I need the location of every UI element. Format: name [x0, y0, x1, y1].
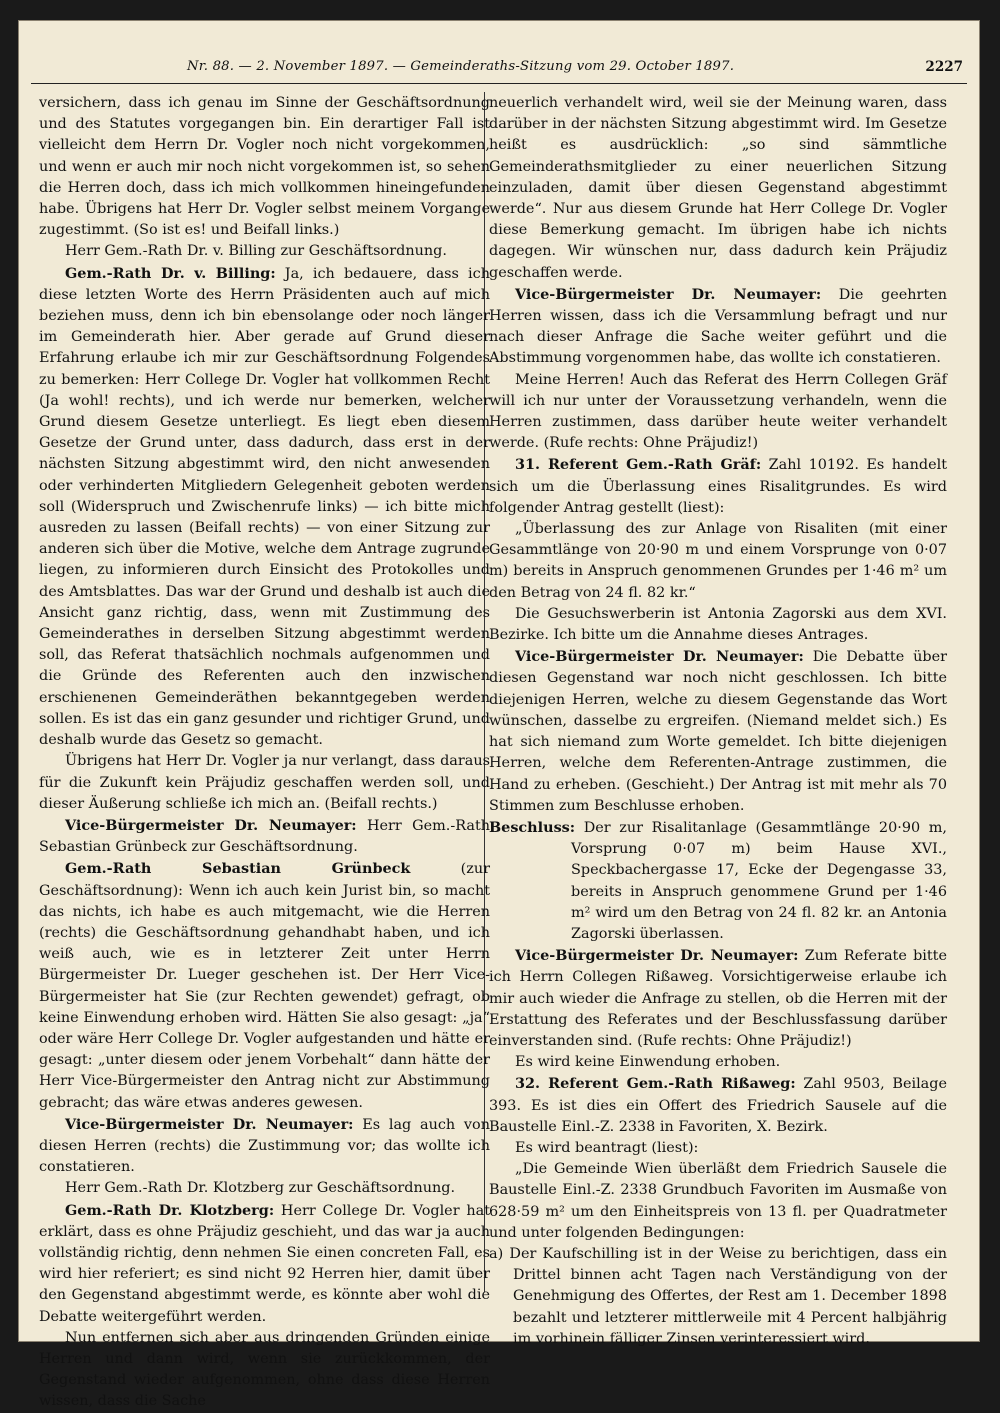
paragraph: Nun entfernen sich aber aus dringenden Gründen einige Herren und dann wird, wenn sie zurückkommen, der Gegenstand wieder aufgenommen, ohne dass diese Herren wissen, dass die Sache [39, 1329, 490, 1410]
speaker-name: 32. Referent Gem.-Rath Rißaweg: [515, 1075, 796, 1093]
speech-paragraph [39, 1200, 490, 1328]
quoted-motion: „Die Gemeinde Wien überläßt dem Friedrich Sausele die Baustelle Einl.-Z. 2338 Grundbuch Favoriten im Ausmaße von 628·59 m² um den Einheitspreis von 13 fl. per Quadratmeter und unter folgenden Bedingungen: [489, 1161, 947, 1241]
paragraph: Herr Gem.-Rath Dr. v. Billing zur Geschäftsordnung. [65, 243, 447, 260]
paragraph: neuerlich verhandelt wird, weil sie der Meinung waren, dass darüber in der nächsten Sitzung abgestimmt wird. Im Gesetze heißt es ausdrücklich: „so sind sämmtliche Gemeinderathsmitglieder zu einer neuerlichen Sitzung einzuladen, damit über diesen Gegenstand abgestimmt werde“. Nur aus diesem Grunde hat Herr College Dr. Vogler diese Bemerkung gemacht. Im übrigen habe ich nichts dagegen. Wir wünschen nur, dass dadurch kein Präjudiz geschaffen werde. [489, 95, 947, 281]
speech-text: Ja, ich bedauere, dass ich diese letzten Worte des Herrn Präsidenten auch auf mich beziehen muss, denn ich bin ebensolange oder noch länger im Gemeinderath hier. Aber gerade auf Grund dieser Erfahrung erlaube ich mir zur Geschäftsordnung Folgendes zu bemerken: Herr College Dr. Vogler hat vollkommen Recht (Ja wohl! rechts), und ich werde nur bemerken, welcher Grund diesem Gesetze unterliegt. Es liegt eben diesem Gesetze der Grund unter, dass dadurch, dass erst in der nächsten Sitzung abgestimmt wird, den nicht anwesenden oder verhinderten Mitgliedern Gelegenheit geboten werden soll (Widerspruch und Zwischenrufe links) — ich bitte mich ausreden zu lassen (Beifall rechts) — von einer Sitzung zur anderen sich über die Motive, welche dem Antrage zugrunde liegen, zu informieren durch Einsicht des Protokolles und des Amtsblattes. Das war der Grund und deshalb ist auch die Ansicht ganz richtig, dass, wenn mit Zustimmung des Gemeinderathes in derselben Sitzung abgestimmt werden soll, das Referat thatsächlich nochmals aufgenommen und die Gründe des Referenten auch den inzwischen erschienenen Gemeinderäthen bekanntgegeben werden sollen. Es ist das ein ganz gesunder und richtiger Grund, und deshalb wurde das Gesetz so gemacht. [39, 265, 490, 749]
speaker-name: Vice-Bürgermeister Dr. Neumayer: [515, 947, 799, 965]
left-column [39, 93, 491, 1410]
speaker-name: Vice-Bürgermeister Dr. Neumayer: [515, 285, 822, 303]
resolution-text: Der zur Risalitanlage (Gesammtlänge 20·90 m, Vorsprung 0·07 m) beim Hause XVI., Speckbachergasse 17, Ecke der Degengasse 33, bereits in Anspruch genommene Grund per 1·46 m² wird um den Betrag von 24 fl. 82 kr. an Antonia Zagorski überlassen. [571, 819, 947, 942]
agenda-item [489, 1073, 947, 1138]
page-header [19, 57, 979, 81]
speech-text: Die geehrten Herren wissen, dass ich die Versammlung befragt und nur nach dieser Anfrage die Sache weiter geführt und die Abstimmung vorgenommen habe, das wollte ich constatieren. [489, 286, 948, 367]
speech-text: Die Debatte über diesen Gegenstand war noch nicht geschlossen. Ich bitte diejenigen Herren, welche zu diesem Gegenstande das Wort wünschen, dasselbe zu ergreifen. (Niemand meldet sich.) Es hat sich niemand zum Worte gemeldet. Ich bitte diejenigen Herren, welche dem Referenten-Antrage zustimmen, die Hand zu erheben. (Geschieht.) Der Antrag ist mit mehr als 70 Stimmen zum Beschlusse erhoben. [489, 649, 947, 814]
paragraph: Herr Gem.-Rath Dr. Klotzberg zur Geschäftsordnung. [65, 1180, 456, 1197]
speech-text: Es lag auch von diesen Herren (rechts) die Zustimmung vor; das wollte ich constatieren. [39, 1116, 490, 1176]
speech-paragraph [489, 284, 947, 370]
speech-paragraph [39, 815, 490, 858]
paragraph: Meine Herren! Auch das Referat des Herrn Collegen Gräf will ich nur unter der Voraussetzung verhandeln, wenn die Herren zustimmen, dass darüber heute weiter verhandelt werde. (Rufe rechts: Ohne Präjudiz!) [489, 371, 947, 452]
agenda-item [489, 454, 947, 519]
speaker-name: Vice-Bürgermeister Dr. Neumayer: [65, 816, 357, 834]
page-number: 2227 [925, 59, 963, 75]
speech-text: Herr Gem.-Rath Sebastian Grünbeck zur Geschäftsordnung. [39, 817, 490, 856]
speech-text: Zahl 9503, Beilage 393. Es ist dies ein Offert des Friedrich Sausele auf die Baustelle Einl.-Z. 2338 in Favoriten, X. Bezirk. [489, 1076, 947, 1135]
speaker-name: 31. Referent Gem.-Rath Gräf: [515, 456, 762, 474]
paragraph: versichern, dass ich genau im Sinne der Geschäftsordnung und des Statutes vorgegangen bin. Ein derartiger Fall ist vielleicht dem Herrn Dr. Vogler noch nicht vorgekommen, und wenn er auch mir noch nicht vorgekommen ist, so sehen die Herren doch, dass ich mich vollkommen hineingefunden habe. Übrigens hat Herr Dr. Vogler selbst meinem Vorgange zugestimmt. (So ist es! und Beifall links.) [39, 95, 490, 239]
document-page [18, 20, 980, 1410]
speaker-name: Vice-Bürgermeister Dr. Neumayer: [65, 1115, 354, 1133]
paragraph: Es wird keine Einwendung erhoben. [515, 1054, 781, 1071]
resolution-label: Beschluss: [489, 818, 576, 836]
speech-text: Herr College Dr. Vogler hat erklärt, dass es ohne Präjudiz geschieht, und das war ja auch vollständig richtig, denn nehmen Sie einen concreten Fall, es wird hier referiert; es sind nicht 92 Herren hier, damit über den Gegenstand abgestimmt werde, es könnte aber wohl die Debatte weitergeführt werden. [39, 1202, 490, 1325]
speaker-name: Gem.-Rath Dr. v. Billing: [65, 264, 276, 282]
paragraph: Übrigens hat Herr Dr. Vogler ja nur verlangt, dass daraus für die Zukunft kein Präjudiz geschaffen werden soll, und dieser Äußerung schließe ich mich an. (Beifall rechts.) [39, 753, 490, 812]
speech-paragraph [39, 858, 490, 1113]
paragraph: Es wird beantragt (liest): [515, 1139, 699, 1156]
speech-paragraph [489, 646, 947, 817]
speaker-name: Gem.-Rath Dr. Klotzberg: [65, 1201, 275, 1219]
speech-paragraph [39, 263, 490, 752]
speech-text: (zur Geschäftsordnung): Wenn ich auch kein Jurist bin, so macht das nichts, ich habe es auch mitgemacht, wie die Herren (rechts) die Geschäftsordnung gehandhabt haben, und ich weiß auch, wie es in letzterer Zeit unter Herrn Bürgermeister Dr. Lueger geschehen ist. Der Herr Vice-Bürgermeister hat Sie (zur Rechten gewendet) gefragt, ob keine Einwendung erhoben wird. Hätten Sie also gesagt: „ja“ oder wäre Herr College Dr. Vogler aufgestanden und hätte er gesagt: „unter diesem oder jenem Vorbehalt“ dann hätte der Herr Vice-Bürgermeister den Antrag nicht zur Abstimmung gebracht; das wäre etwas anderes gewesen. [39, 861, 491, 1111]
speaker-name: Gem.-Rath Sebastian Grünbeck [65, 860, 411, 878]
header-rule [31, 83, 967, 84]
speaker-name: Vice-Bürgermeister Dr. Neumayer: [515, 648, 804, 666]
speech-text: Zum Referate bitte ich Herrn Collegen Rißaweg. Vorsichtigerweise erlaube ich mir auch wieder die Anfrage zu stellen, ob die Herren mit der Erstattung des Referates und der Beschlussfassung darüber einverstanden sind. (Rufe rechts: Ohne Präjudiz!) [489, 948, 947, 1049]
speech-paragraph [39, 1114, 490, 1179]
header-title: Nr. 88. — 2. November 1897. — Gemeinderaths-Sitzung vom 29. October 1897. [187, 59, 735, 74]
quoted-motion: „Überlassung des zur Anlage von Risaliten (mit einer Gesammtlänge von 20·90 m und einem Vorsprunge von 0·07 m) bereits in Anspruch genommenen Grundes per 1·46 m² um den Betrag von 24 fl. 82 kr.“ [489, 521, 947, 601]
condition-item: a) Der Kaufschilling ist in der Weise zu berichtigen, dass ein Drittel binnen acht Tagen nach Verständigung von der Genehmigung des Offertes, der Rest am 1. December 1898 bezahlt und letzterer mittlerweile mit 4 Percent halbjährig im vorhinein fälliger Zinsen verinteressiert wird. [489, 1245, 947, 1347]
resolution [489, 817, 947, 945]
speech-text: Zahl 10192. Es handelt sich um die Überlassung eines Risalitgrundes. Es wird folgender Antrag gestellt (liest): [489, 457, 947, 516]
right-column [489, 93, 948, 1347]
paragraph: Die Gesuchswerberin ist Antonia Zagorski aus dem XVI. Bezirke. Ich bitte um die Annahme dieses Antrages. [489, 605, 947, 644]
speech-paragraph [489, 945, 947, 1052]
